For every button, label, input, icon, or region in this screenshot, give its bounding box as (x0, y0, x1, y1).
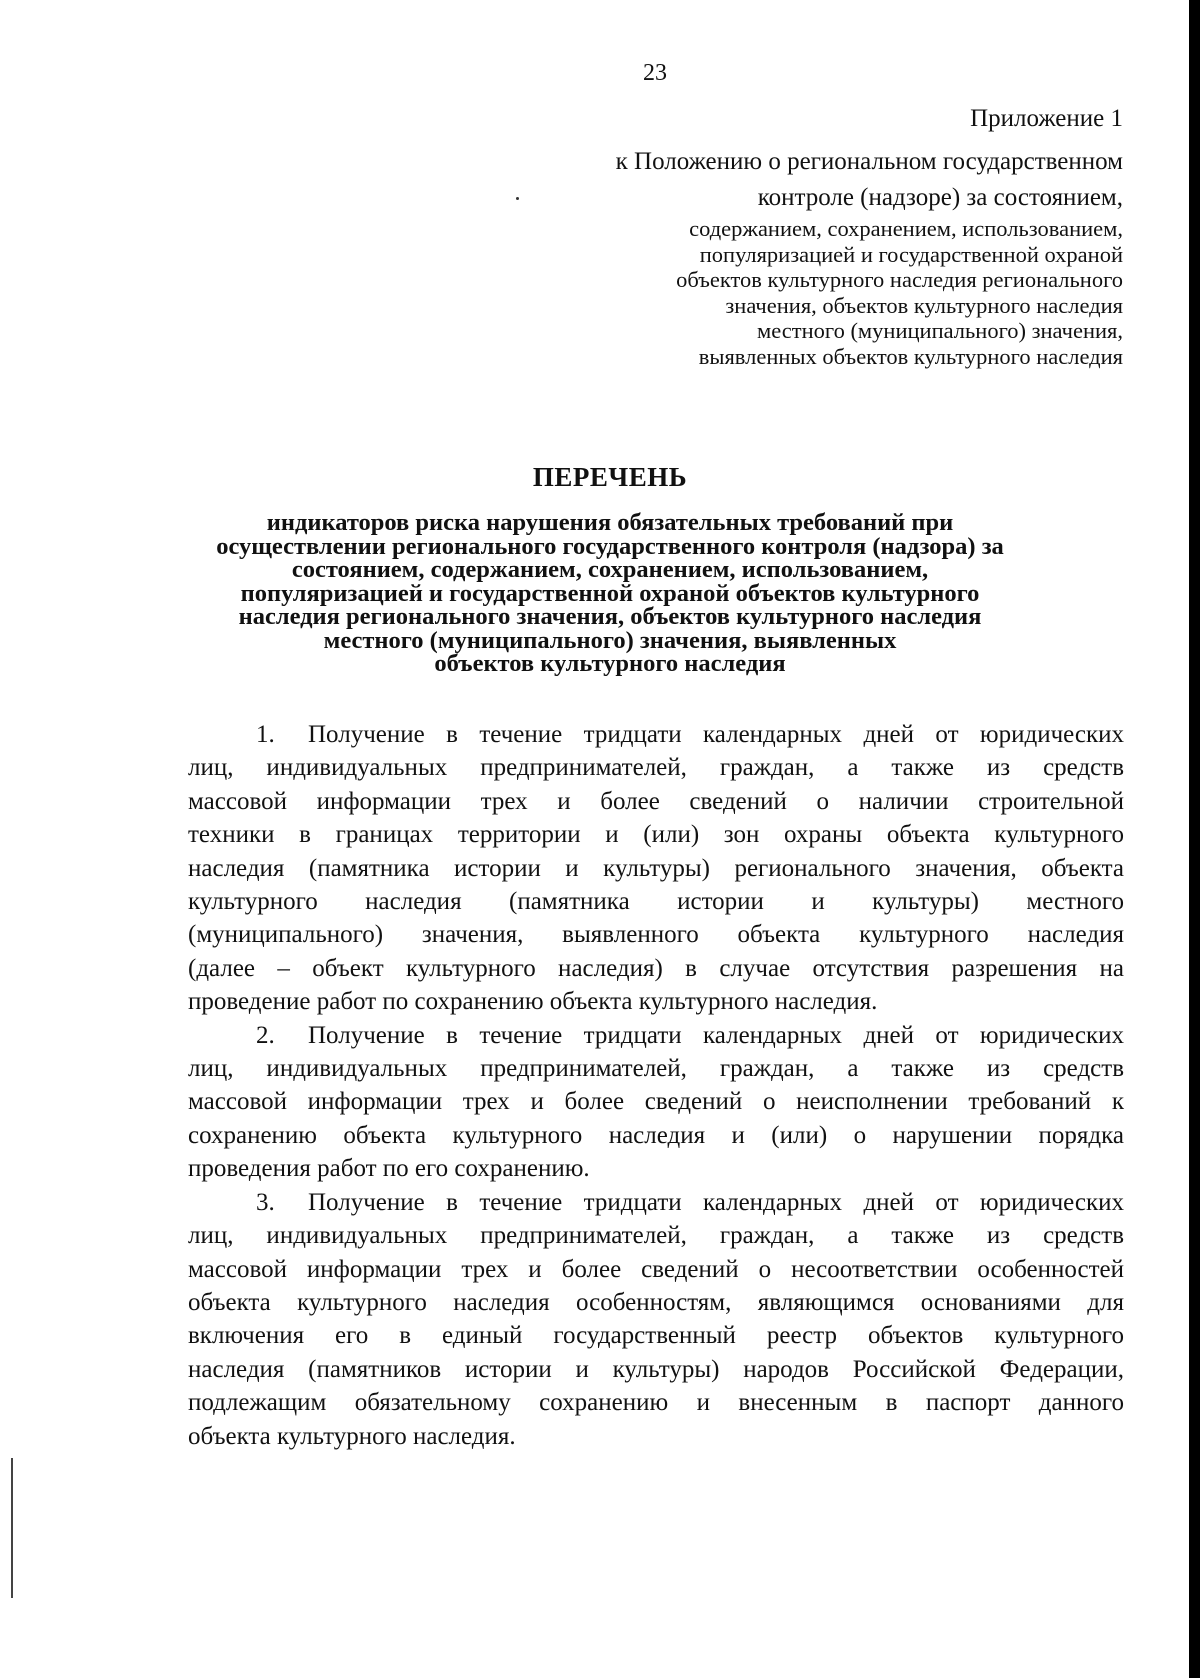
paragraph-line: лиц, индивидуальных предпринимателей, граждан, а также из средств (188, 1222, 1124, 1250)
paragraph-line: подлежащим обязательному сохранению и внесенным в паспорт данного (188, 1389, 1124, 1417)
paragraph-line: массовой информации трех и более сведений о наличии строительной (188, 787, 1124, 815)
paragraph-line: проведения работ по его сохранению. (188, 1155, 590, 1183)
document-subtitle-line: осуществлении регионального государственного контроля (надзора) за (216, 532, 1004, 560)
paragraph-line: (далее – объект культурного наследия) в случае отсутствия разрешения на (188, 954, 1124, 982)
appendix-line: объектов культурного наследия регионального (676, 267, 1123, 293)
document-subtitle-line: местного (муниципального) значения, выявленных (323, 626, 897, 654)
appendix-line: популяризацией и государственной охраной (699, 241, 1123, 267)
appendix-line: выявленных объектов культурного наследия (698, 343, 1123, 369)
document-subtitle-line: объектов культурного наследия (434, 650, 786, 677)
item-number: 1. (256, 721, 275, 748)
line-text: Получение в течение тридцати календарных дней от юридических (308, 1188, 1124, 1216)
paragraph-line: включения его в единый государственный реестр объектов культурного (188, 1322, 1124, 1350)
paragraph-line: наследия (памятников истории и культуры) народов Российской Федерации, (188, 1355, 1124, 1383)
paragraph-line (188, 718, 1124, 751)
document-title: ПЕРЕЧЕНЬ (532, 462, 688, 492)
document-subtitle-line: индикаторов риска нарушения обязательных требований при (266, 509, 954, 536)
scan-speck (516, 197, 519, 200)
appendix-line: к Положению о региональном государственном (615, 148, 1123, 175)
line-text: Получение в течение тридцати календарных дней от юридических (308, 1021, 1124, 1049)
paragraph-line: сохранению объекта культурного наследия и (или) о нарушении порядка (188, 1121, 1124, 1149)
document-subtitle-line: наследия регионального значения, объектов культурного наследия (238, 603, 982, 630)
paragraph-line: объекта культурного наследия особенностям, являющимся основаниями для (188, 1288, 1124, 1316)
paragraph-line (188, 1186, 1124, 1219)
scan-edge-mark (11, 1458, 13, 1598)
item-number: 2. (256, 1021, 275, 1049)
appendix-title: Приложение 1 (970, 105, 1123, 132)
appendix-line: местного (муниципального) значения, (757, 318, 1123, 344)
paragraph-line (188, 1019, 1124, 1052)
scan-edge-bar (1189, 0, 1200, 1678)
document-subtitle-line: состоянием, содержанием, сохранением, использованием, (291, 556, 929, 583)
paragraph-line: техники в границах территории и (или) зон охраны объекта культурного (188, 821, 1124, 849)
document-body (188, 718, 1124, 1453)
page-number: 23 (643, 60, 667, 86)
appendix-line: содержанием, сохранением, использованием, (689, 216, 1123, 241)
paragraph-line: проведение работ по сохранению объекта культурного наследия. (188, 988, 878, 1016)
list-item (188, 718, 1124, 1019)
appendix-header (563, 104, 1123, 370)
appendix-line: значения, объектов культурного наследия (725, 292, 1123, 318)
list-item (188, 1019, 1124, 1186)
appendix-line: контроле (надзоре) за состоянием, (757, 184, 1123, 211)
paragraph-line: наследия (памятника истории и культуры) регионального значения, объекта (188, 854, 1124, 882)
paragraph-line: лиц, индивидуальных предпринимателей, граждан, а также из средств (188, 1055, 1124, 1083)
list-item (188, 1186, 1124, 1453)
paragraph-line: (муниципального) значения, выявленного объекта культурного наследия (188, 921, 1124, 949)
paragraph-line: культурного наследия (памятника истории и культуры) местного (188, 888, 1124, 916)
paragraph-line: лиц, индивидуальных предпринимателей, граждан, а также из средств (188, 754, 1124, 782)
line-text: Получение в течение тридцати календарных дней от юридических (308, 721, 1124, 748)
paragraph-line: массовой информации трех и более сведений о неисполнении требований к (188, 1088, 1124, 1116)
document-subtitle-line: популяризацией и государственной охраной объектов культурного (240, 579, 980, 607)
paragraph-line: массовой информации трех и более сведений о несоответствии особенностей (188, 1255, 1124, 1283)
document-heading (180, 462, 1040, 676)
paragraph-line: объекта культурного наследия. (188, 1422, 516, 1450)
item-number: 3. (256, 1188, 275, 1216)
